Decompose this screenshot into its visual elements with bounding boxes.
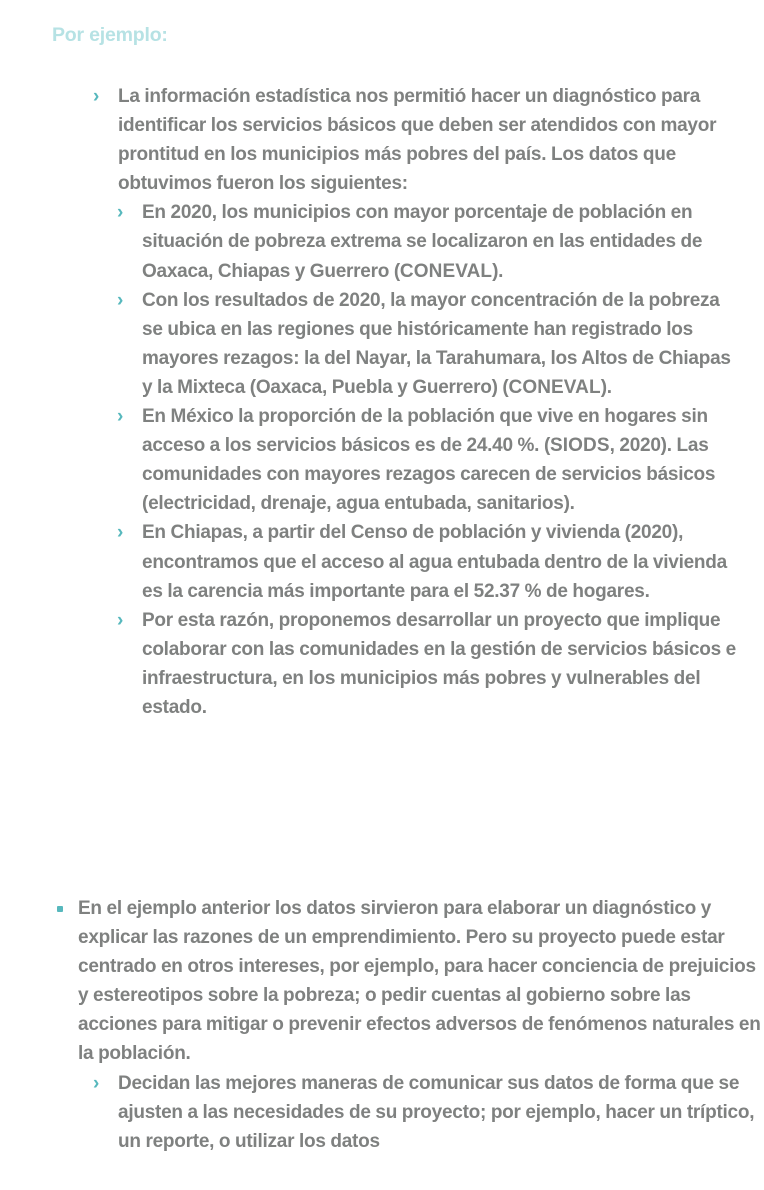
list-item-text: La información estadística nos permitió hacer un diagnóstico para identificar los servicios básicos que deben ser atendidos con mayor prontitud en los municipios más pobres del país. Los datos que obtuvimos fueron los siguientes: xyxy=(118,86,717,195)
list-item xyxy=(117,402,739,518)
list-item-text: En el ejemplo anterior los datos sirvieron para elaborar un diagnóstico y explicar las razones de un emprendimiento. Pero su proyecto puede estar centrado en otros intereses, por ejemplo, para hacer conciencia de prejuicios y estereotipos sobre la pobreza; o pedir cuentas al gobierno sobre las acciones para mitigar o prevenir efectos adversos de fenómenos naturales en la población. xyxy=(78,898,761,1065)
text-before-acronym: En 2020, los municipios con mayor porcentaje de población en situación de pobreza extrema se localizaron en las entidades de Oaxaca, Chiapas y Guerrero ( xyxy=(142,202,703,282)
list-item xyxy=(93,1069,763,1156)
text-before-acronym: En México la proporción de la población que vive en hogares sin acceso a los servicios básicos es de 24.40 %. ( xyxy=(142,406,708,457)
list-item xyxy=(117,286,739,402)
chevron-bullet-icon: › xyxy=(117,609,124,631)
acronym-coneval: CONEVAL xyxy=(508,376,601,398)
list-item-text xyxy=(142,198,739,285)
list-item-text xyxy=(142,286,739,402)
acronym-siods: SIODS xyxy=(550,435,610,457)
chevron-bullet-icon: › xyxy=(117,202,124,224)
text-after-acronym: , 2020). Las comunidades con mayores rezagos carecen de servicios básicos (electricidad, drenaje, agua entubada, sanitarios). xyxy=(142,435,716,515)
square-bullet-icon xyxy=(57,894,78,923)
list-item-text: Por esta razón, proponemos desarrollar un proyecto que implique colaborar con las comunidades en la gestión de servicios básicos e infraestructura, en los municipios más pobres y vulnerables del estado. xyxy=(142,609,737,718)
list-item xyxy=(117,198,739,285)
text-after-acronym: ). xyxy=(600,376,612,398)
text-before-acronym: Con los resultados de 2020, la mayor concentración de la pobreza se ubica en las regiones que históricamente han registrado los mayores rezagos: la del Nayar, la Tarahumara, los Altos de Chiapas y la Mixteca (Oaxaca, Puebla y Guerrero) ( xyxy=(142,289,731,398)
chevron-bullet-icon: › xyxy=(117,522,124,544)
findings-list xyxy=(117,198,739,722)
example-block xyxy=(93,82,763,722)
list-item-text: Decidan las mejores maneras de comunicar sus datos de forma que se ajusten a las necesidades de su proyecto; por ejemplo, hacer un tríptico, un reporte, o utilizar los datos xyxy=(118,1072,755,1152)
summary-sub-list xyxy=(93,1069,763,1156)
text-after-acronym: ). xyxy=(492,260,504,282)
chevron-bullet-icon: › xyxy=(93,86,100,107)
list-item-text: En Chiapas, a partir del Censo de población y vivienda (2020), encontramos que el acceso al agua entubada dentro de la vivienda es la carencia más importante para el 52.37 % de hogares. xyxy=(142,522,727,602)
page-heading: Por ejemplo: xyxy=(52,24,168,46)
chevron-bullet-icon: › xyxy=(93,1072,100,1094)
chevron-bullet-icon: › xyxy=(117,406,124,428)
list-item-intro xyxy=(93,82,763,198)
chevron-bullet-icon: › xyxy=(117,289,124,311)
list-item xyxy=(117,606,739,722)
summary-block xyxy=(57,894,763,1156)
acronym-coneval: CONEVAL xyxy=(399,260,493,282)
list-item xyxy=(117,518,739,605)
list-item-summary xyxy=(57,894,763,1069)
list-item-text xyxy=(142,402,739,518)
